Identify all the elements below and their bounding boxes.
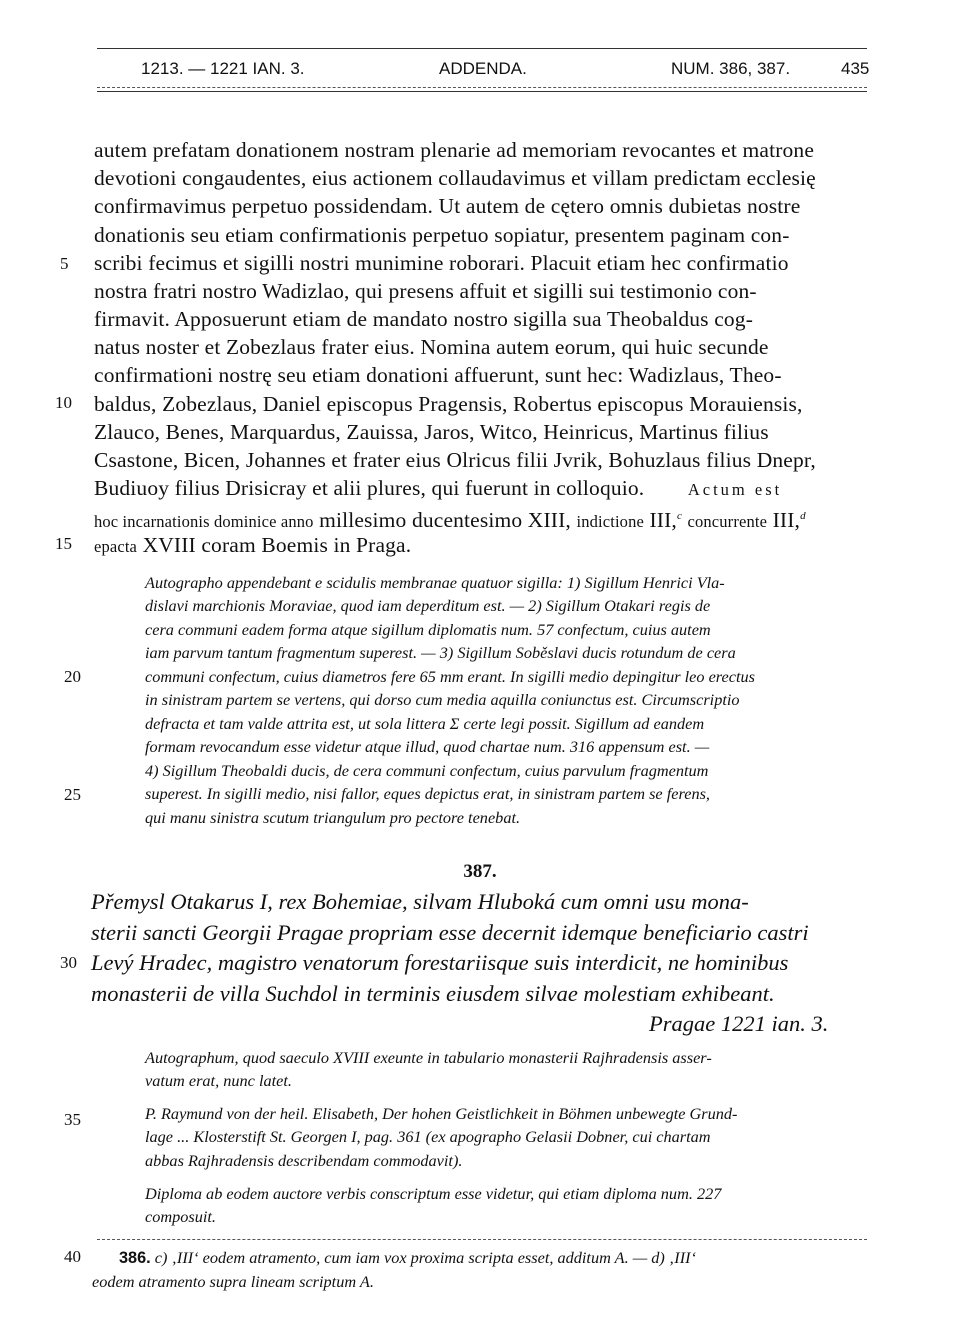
year-phrase: millesimo ducentesimo XIII, [319, 508, 571, 533]
line-number: 20 [64, 667, 81, 686]
header-bottom-rule-2 [97, 91, 867, 92]
text-line: Zlauco, Benes, Marquardus, Zauissa, Jaros, Witco, Heinricus, Martinus filius [94, 420, 769, 444]
source-line: vatum erat, nunc latet. [145, 1071, 292, 1090]
header-section-title: ADDENDA. [439, 59, 527, 78]
comment-line: formam revocandum esse videtur atque illud, quod chartae num. 316 appensum est. — [145, 737, 710, 756]
text-line: donationis seu etiam confirmationis perpetuo sopiatur, presentem paginam con- [94, 223, 790, 247]
document-number: 387. [463, 861, 497, 882]
regest-line: Přemysl Otakarus I, rex Bohemiae, silvam Hluboká cum omni usu mona- [91, 889, 749, 914]
header-top-rule [97, 48, 867, 49]
text-line: Csastone, Bicen, Johannes et frater eius Olricus filii Jvrik, Bohuzlaus filius Dnepr, [94, 448, 816, 472]
date-phrase: hoc incarnationis dominice anno [94, 512, 314, 532]
actum-est-text: Actum est [687, 480, 783, 499]
indiction-value: III,$^c$ [649, 508, 682, 533]
line-number: 30 [60, 953, 77, 972]
indiction-label: indictione [576, 512, 644, 532]
comment-line: Autographo appendebant e scidulis membranae quatuor sigilla: 1) Sigillum Henrici Vla- [145, 573, 725, 592]
regest-line: Levý Hradec, magistro venatorum forestariisque suis interdicit, ne hominibus [91, 950, 789, 975]
epact-text: XVIII coram Boemis in Praga. [142, 533, 412, 557]
footnote-rule [97, 1239, 867, 1240]
text-line: baldus, Zobezlaus, Daniel episcopus Pragensis, Robertus episcopus Morauiensis, [94, 392, 803, 416]
text-line [94, 474, 782, 504]
concurrent-label: concurrente [687, 512, 768, 532]
text-line: confirmavimus perpetuo possidendam. Ut autem de cętero omnis dubietas nostre [94, 194, 801, 218]
epact-label: epacta [94, 537, 138, 556]
comment-line: in sinistram partem se vertens, qui dorso cum media aquilla coniunctus est. Circumscriptio [145, 690, 740, 709]
line-number: 10 [55, 393, 72, 412]
text-line: autem prefatam donationem nostram plenarie ad memoriam revocantes et matrone [94, 138, 815, 162]
line-number: 5 [60, 254, 69, 273]
source-line: lage ... Klosterstift St. Georgen I, pag. 361 (ex apographo Gelasii Dobner, cui chartam [145, 1127, 711, 1146]
source-line: abbas Rajhradensis describendam commodavit). [145, 1151, 463, 1170]
footnote-text: c) ‚III‘ eodem atramento, cum iam vox proxima scripta esset, additum A. — d) ‚III‘ [154, 1248, 696, 1267]
place-line [94, 531, 411, 561]
text-line: firmavit. Apposuerunt etiam de mandato nostro sigilla sua Theobaldus cog- [94, 307, 754, 331]
comment-line: superest. In sigilli medio, nisi fallor, eques depictus erat, in sinistram partem se ferens, [145, 784, 710, 803]
source-line: Diploma ab eodem auctore verbis conscriptum esse videtur, qui etiam diploma num. 227 [145, 1184, 722, 1203]
footnote-line [92, 1246, 868, 1270]
footnote-line: eodem atramento supra lineam scriptum A. [92, 1272, 374, 1291]
footnote-doc-number: 386. [119, 1249, 151, 1267]
header-bottom-rule [97, 87, 867, 88]
comment-line: communi confectum, cuius diametros fere 65 mm erant. In sigilli medio depingitur leo erectus [145, 667, 755, 686]
regest-line: monasterii de villa Suchdol in terminis eiusdem silvae molestiam exhibeant. [91, 981, 775, 1006]
text-segment: Budiuoy filius Drisicray et alii plures, qui fuerunt in colloquio. [94, 476, 645, 500]
text-line: confirmationi nostrę seu etiam donationi affuerunt, sunt hec: Wadizlaus, Theo- [94, 363, 782, 387]
concurrent-value: III,$^d$ [772, 508, 806, 533]
footnote-mark-c: c [676, 510, 682, 522]
running-header [97, 59, 870, 81]
footnote-mark-d: d [800, 510, 806, 522]
text-line: natus noster et Zobezlaus frater eius. Nomina autem eorum, qui huic secunde [94, 335, 769, 359]
line-number: 15 [55, 534, 72, 553]
comment-line: 4) Sigillum Theobaldi ducis, de cera communi confectum, cuius parvulum fragmentum [145, 761, 709, 780]
comment-line: dislavi marchionis Moraviae, quod iam deperditum est. — 2) Sigillum Otakari regis de [145, 596, 711, 615]
source-line: Autographum, quod saeculo XVIII exeunte in tabulario monasterii Rajhradensis asser- [145, 1048, 712, 1067]
regest-date: Pragae 1221 ian. 3. [649, 1011, 829, 1036]
comment-line: iam parvum tantum fragmentum superest. — 3) Sigillum Soběslavi ducis rotundum de cera [145, 643, 736, 662]
line-number: 25 [64, 785, 81, 804]
source-line: composuit. [145, 1207, 216, 1226]
comment-line: cera communi eadem forma atque sigillum diplomatis num. 57 confectum, cuius autem [145, 620, 711, 639]
source-line: P. Raymund von der heil. Elisabeth, Der hohen Geistlichkeit in Böhmen unbewegte Grund- [145, 1104, 738, 1123]
text-line: scribi fecimus et sigilli nostri munimine roborari. Placuit etiam hec confirmatio [94, 251, 789, 275]
text-line: nostra fratri nostro Wadizlao, qui presens affuit et sigilli sui testimonio con- [94, 279, 757, 303]
text-line: devotioni congaudentes, eius actionem collaudavimus et villam predictam ecclesię [94, 166, 816, 190]
regest-line: sterii sancti Georgii Pragae propriam esse decernit idemque beneficiario castri [91, 920, 809, 945]
header-doc-numbers: NUM. 386, 387. [671, 59, 791, 78]
comment-line: defracta et tam valde attrita est, ut sola littera Σ certe legi possit. Sigillum ad eandem [145, 714, 705, 733]
header-date-range: 1213. — 1221 IAN. 3. [141, 59, 305, 78]
line-number: 40 [64, 1247, 81, 1266]
comment-line: qui manu sinistra scutum triangulum pro pectore tenebat. [145, 808, 521, 827]
page-number: 435 [841, 59, 870, 78]
line-number: 35 [64, 1110, 81, 1129]
footnotes [92, 1246, 868, 1294]
